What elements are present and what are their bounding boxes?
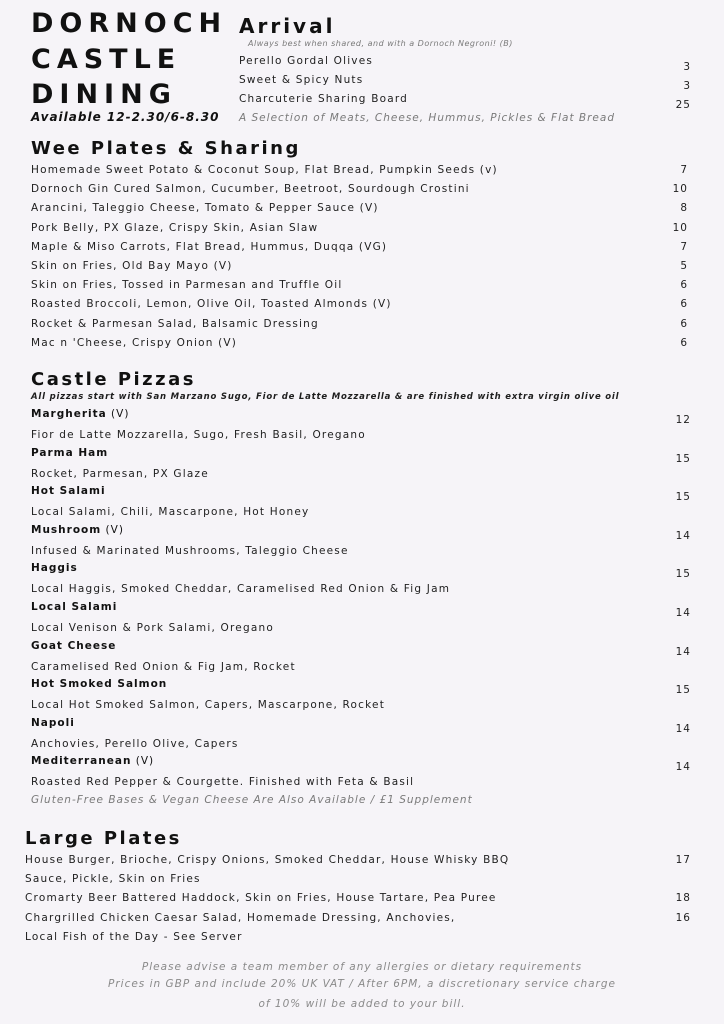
pizza-dietary-tag: (V) bbox=[106, 408, 130, 420]
arrival-item: Sweet & Spicy Nuts bbox=[239, 74, 364, 86]
large-plates-heading: Large Plates bbox=[25, 828, 182, 849]
pizza-name-text: Mediterranean bbox=[31, 755, 132, 768]
pizza-price: 12 bbox=[675, 414, 691, 426]
wee-plate-item: Maple & Miso Carrots, Flat Bread, Hummus, Duqqa (VG) bbox=[31, 240, 388, 253]
pizza-name bbox=[31, 524, 124, 536]
wee-plate-item: Pork Belly, PX Glaze, Crispy Skin, Asian Slaw bbox=[31, 221, 319, 234]
pizza-name bbox=[31, 678, 167, 690]
pizza-name bbox=[31, 755, 154, 767]
wee-plate-price: 6 bbox=[680, 298, 688, 311]
arrival-item: Charcuterie Sharing Board bbox=[239, 93, 409, 105]
large-plate-price: 18 bbox=[675, 892, 691, 905]
pricing-note: Prices in GBP and include 20% UK VAT / After 6PM, a discretionary service charge bbox=[108, 978, 616, 990]
wee-plate-price: 5 bbox=[680, 260, 688, 272]
large-plate-line: Sauce, Pickle, Skin on Fries bbox=[25, 873, 201, 886]
wee-plate-item: Mac n 'Cheese, Crispy Onion (V) bbox=[31, 336, 238, 349]
pizza-description: Caramelised Red Onion & Fig Jam, Rocket bbox=[31, 660, 296, 673]
wee-plate-price: 10 bbox=[672, 183, 688, 196]
wee-plate-price: 10 bbox=[672, 221, 688, 234]
pizza-name-text: Hot Salami bbox=[31, 485, 106, 498]
wee-plate-item: Skin on Fries, Old Bay Mayo (V) bbox=[31, 260, 233, 272]
wee-plate-price: 7 bbox=[680, 164, 688, 176]
wee-plate-item: Arancini, Taleggio Cheese, Tomato & Pepper Sauce (V) bbox=[31, 202, 379, 215]
arrival-item: Perello Gordal Olives bbox=[239, 55, 374, 67]
pizza-name bbox=[31, 562, 78, 574]
service-charge-note: of 10% will be added to your bill. bbox=[258, 998, 466, 1010]
pizza-dietary-tag: (V) bbox=[131, 755, 155, 768]
pizza-price: 14 bbox=[675, 722, 691, 735]
pizza-price: 14 bbox=[675, 645, 691, 658]
arrival-item-price: 3 bbox=[683, 61, 691, 73]
pizza-price: 14 bbox=[675, 761, 691, 774]
pizza-price: 14 bbox=[675, 607, 691, 619]
pizza-description: Roasted Red Pepper & Courgette. Finished with Feta & Basil bbox=[31, 776, 415, 789]
gluten-free-note: Gluten-Free Bases & Vegan Cheese Are Also Available / £1 Supplement bbox=[31, 794, 473, 806]
pizza-price: 15 bbox=[675, 684, 691, 697]
wee-plate-item: Dornoch Gin Cured Salmon, Cucumber, Beetroot, Sourdough Crostini bbox=[31, 183, 470, 196]
pizza-price: 15 bbox=[675, 491, 691, 504]
charcuterie-description: A Selection of Meats, Cheese, Hummus, Pickles & Flat Bread bbox=[239, 112, 615, 124]
pizza-name bbox=[31, 717, 75, 729]
pizza-price: 14 bbox=[675, 529, 691, 542]
pizza-name-text: Parma Ham bbox=[31, 446, 109, 459]
pizza-name bbox=[31, 447, 108, 459]
brand-line-2: CASTLE bbox=[31, 44, 182, 75]
pizza-name bbox=[31, 640, 116, 652]
pizza-description: Rocket, Parmesan, PX Glaze bbox=[31, 467, 209, 480]
wee-plate-item: Homemade Sweet Potato & Coconut Soup, Flat Bread, Pumpkin Seeds (v) bbox=[31, 164, 498, 176]
pizza-description: Local Haggis, Smoked Cheddar, Caramelised Red Onion & Fig Jam bbox=[31, 583, 451, 596]
pizzas-subtitle: All pizzas start with San Marzano Sugo, Fior de Latte Mozzarella & are finished with extra virgin olive oil bbox=[31, 392, 620, 402]
pizza-description: Fior de Latte Mozzarella, Sugo, Fresh Basil, Oregano bbox=[31, 429, 366, 441]
wee-plate-item: Roasted Broccoli, Lemon, Olive Oil, Toasted Almonds (V) bbox=[31, 298, 392, 311]
pizza-dietary-tag: (V) bbox=[101, 523, 124, 536]
pizza-description: Local Venison & Pork Salami, Oregano bbox=[31, 622, 274, 634]
pizza-name-text: Napoli bbox=[31, 716, 75, 729]
pizza-name-text: Haggis bbox=[31, 562, 78, 575]
pizza-name bbox=[31, 485, 106, 497]
large-plate-line: Chargrilled Chicken Caesar Salad, Homemade Dressing, Anchovies, bbox=[25, 911, 456, 924]
pizzas-heading: Castle Pizzas bbox=[31, 369, 196, 390]
availability-hours: Available 12-2.30/6-8.30 bbox=[31, 110, 220, 124]
arrival-note: Always best when shared, and with a Dornoch Negroni! (B) bbox=[248, 39, 513, 48]
arrival-item-price: 25 bbox=[675, 99, 691, 111]
pizza-price: 15 bbox=[675, 452, 691, 465]
brand-line-1: DORNOCH bbox=[31, 8, 228, 39]
large-plate-price: 16 bbox=[675, 911, 691, 924]
pizza-name-text: Hot Smoked Salmon bbox=[31, 678, 168, 691]
large-plate-price: 17 bbox=[675, 854, 691, 866]
large-plate-line: House Burger, Brioche, Crispy Onions, Smoked Cheddar, House Whisky BBQ bbox=[25, 854, 510, 866]
wee-plate-item: Skin on Fries, Tossed in Parmesan and Truffle Oil bbox=[31, 279, 343, 292]
wee-plate-price: 8 bbox=[680, 202, 688, 215]
wee-plates-heading: Wee Plates & Sharing bbox=[31, 138, 301, 159]
allergy-note: Please advise a team member of any allergies or dietary requirements bbox=[141, 961, 583, 973]
pizza-description: Local Salami, Chili, Mascarpone, Hot Honey bbox=[31, 506, 310, 519]
pizza-price: 15 bbox=[675, 568, 691, 581]
pizza-name-text: Margherita bbox=[31, 408, 107, 420]
pizza-description: Local Hot Smoked Salmon, Capers, Mascarpone, Rocket bbox=[31, 699, 386, 712]
pizza-name-text: Goat Cheese bbox=[31, 639, 117, 652]
wee-plate-price: 6 bbox=[680, 336, 688, 349]
pizza-name-text: Mushroom bbox=[31, 523, 102, 536]
pizza-name-text: Local Salami bbox=[31, 601, 118, 613]
pizza-name bbox=[31, 601, 117, 613]
pizza-name bbox=[31, 408, 129, 420]
arrival-heading: Arrival bbox=[239, 14, 336, 38]
large-plate-line: Local Fish of the Day - See Server bbox=[25, 930, 243, 943]
wee-plate-price: 6 bbox=[680, 317, 688, 330]
large-plate-line: Cromarty Beer Battered Haddock, Skin on Fries, House Tartare, Pea Puree bbox=[25, 892, 497, 905]
wee-plate-item: Rocket & Parmesan Salad, Balsamic Dressing bbox=[31, 317, 319, 330]
pizza-description: Anchovies, Perello Olive, Capers bbox=[31, 737, 239, 750]
brand-line-3: DINING bbox=[31, 79, 177, 110]
wee-plate-price: 7 bbox=[680, 240, 688, 253]
wee-plate-price: 6 bbox=[680, 279, 688, 292]
arrival-item-price: 3 bbox=[683, 80, 691, 92]
pizza-description: Infused & Marinated Mushrooms, Taleggio Cheese bbox=[31, 544, 349, 557]
